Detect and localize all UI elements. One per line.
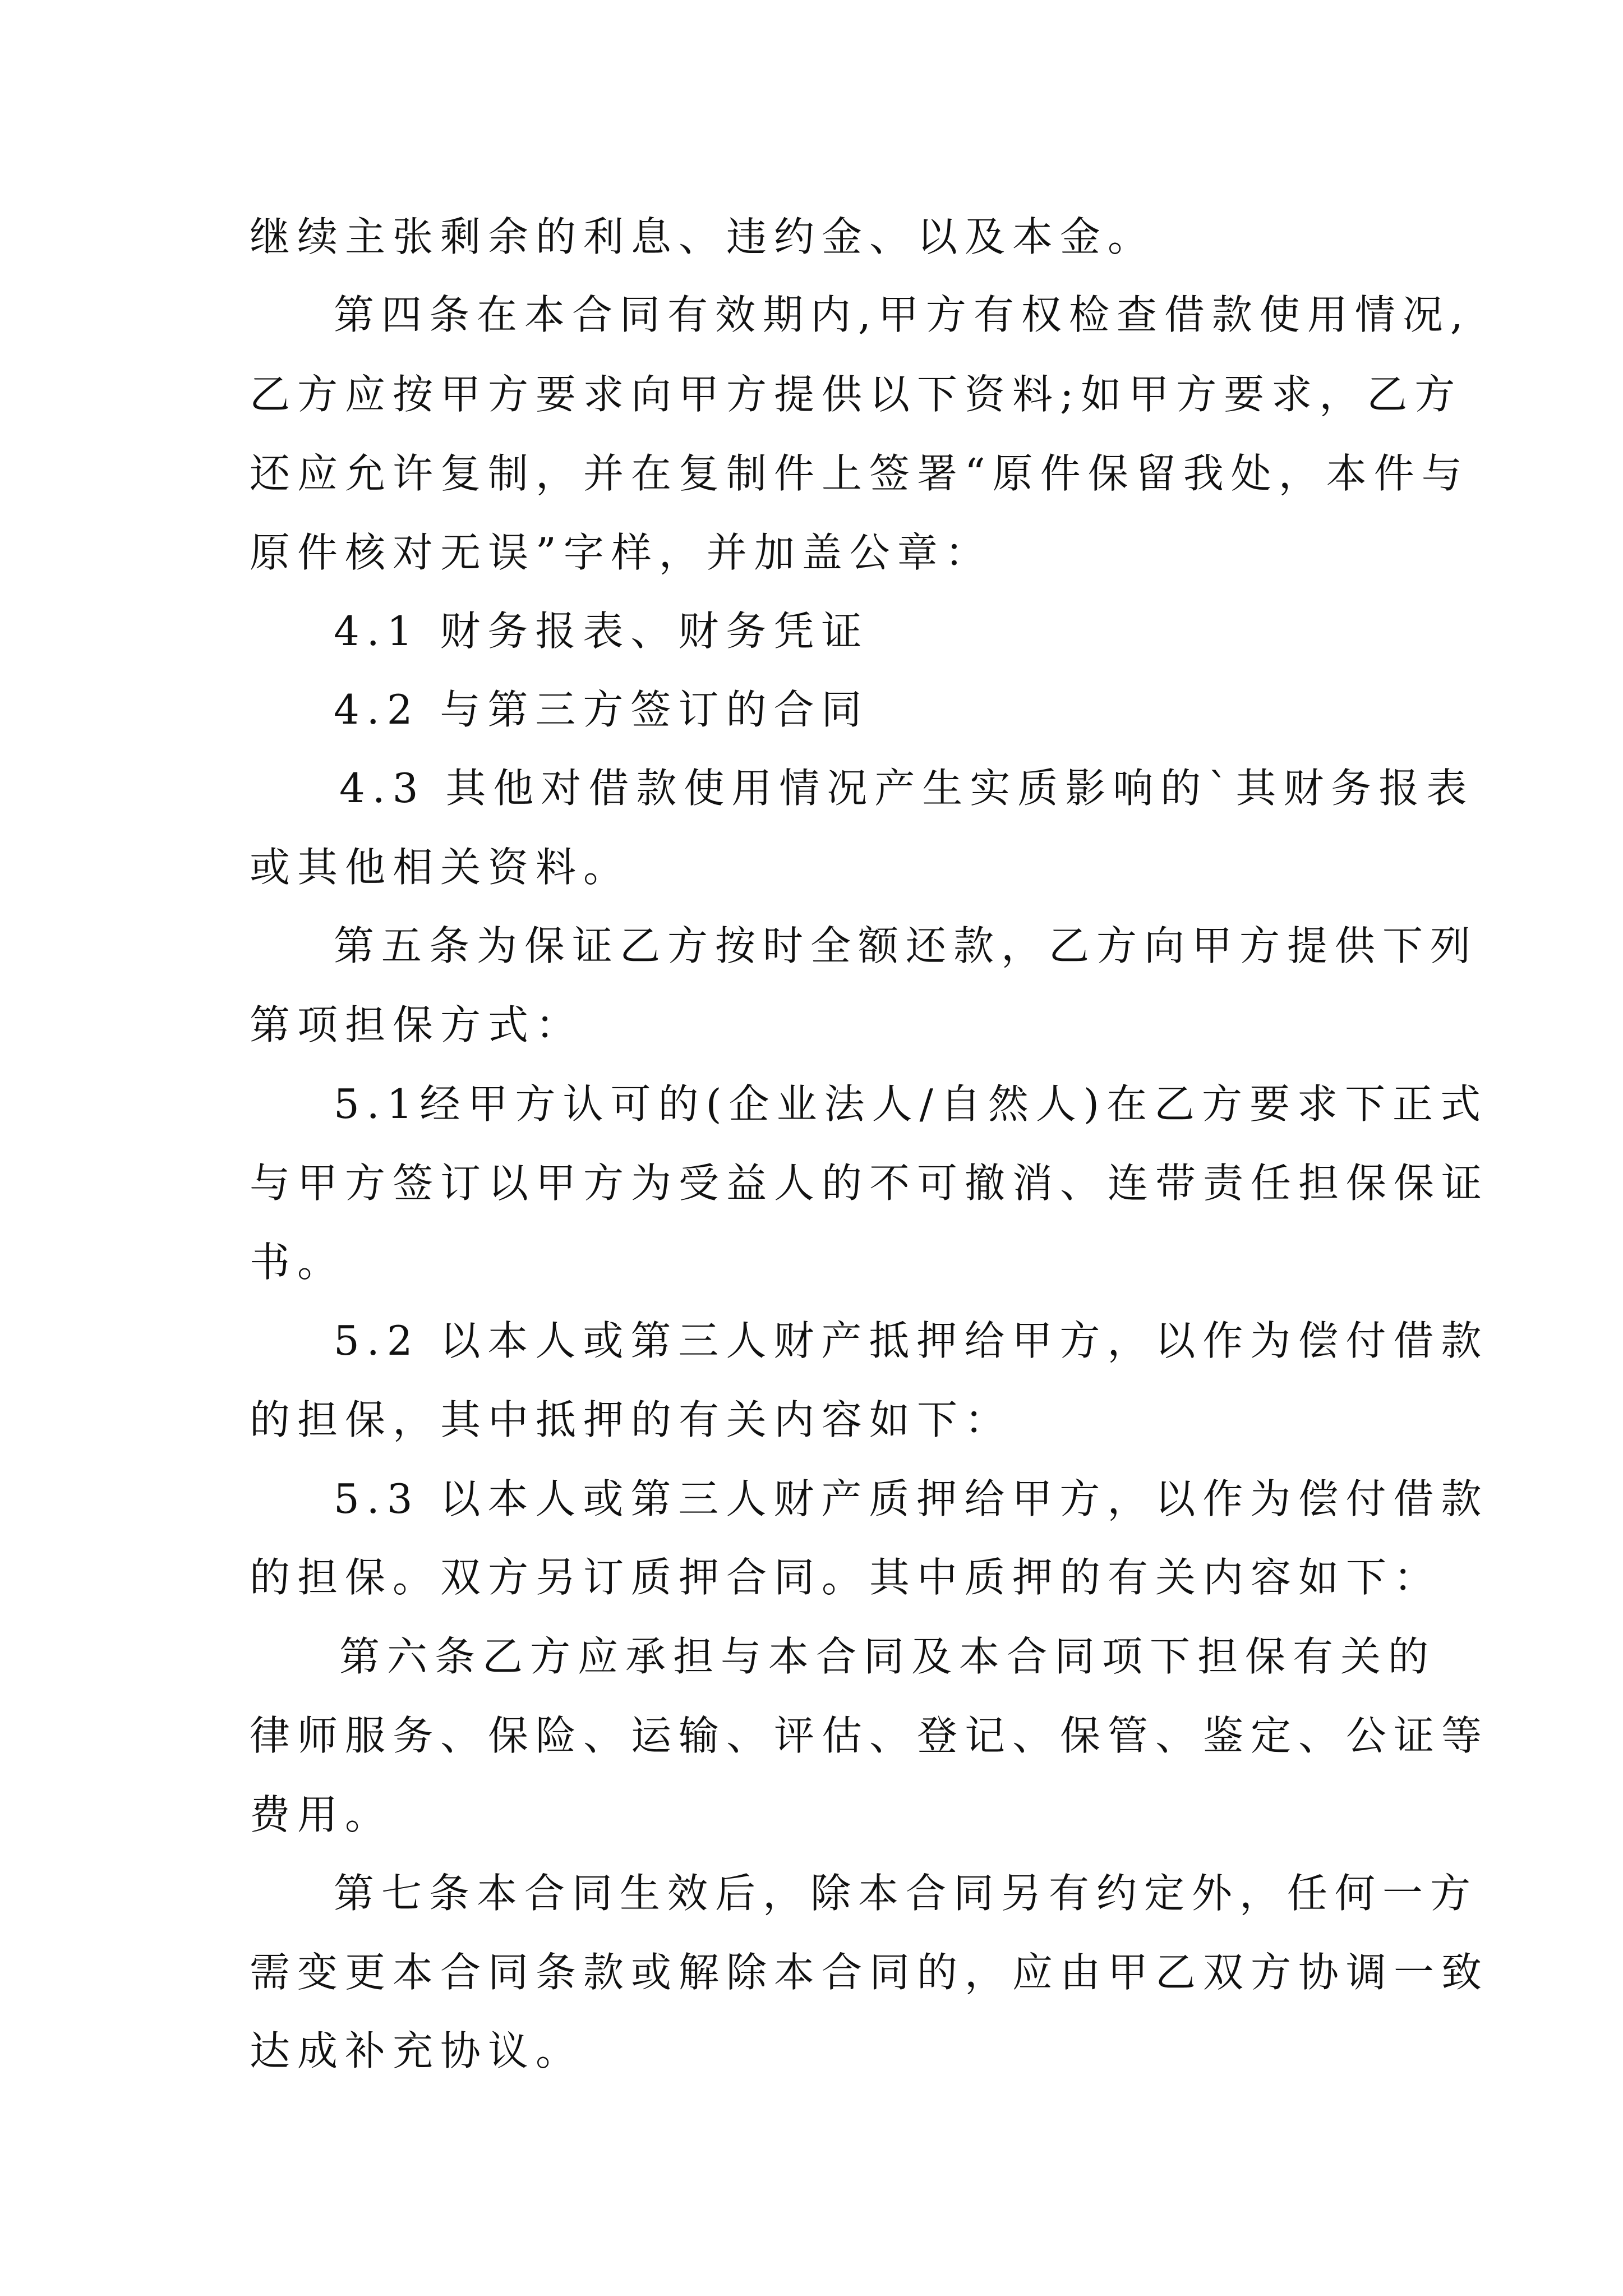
text-line: 乙方应按甲方要求向甲方提供以下资料;如甲方要求，乙方 <box>250 371 1463 418</box>
text-line: 律师服务、保险、运输、评估、登记、保管、鉴定、公证等 <box>250 1712 1490 1759</box>
text-line: 4.1 财务报表、财务凭证 <box>334 608 869 655</box>
text-line: 第项担保方式： <box>250 1001 584 1048</box>
text-line: 与甲方签订以甲方为受益人的不可撤消、连带责任担保保证 <box>250 1159 1490 1207</box>
text-line: 书。 <box>250 1239 345 1286</box>
text-line: 第四条在本合同有效期内,甲方有权检查借款使用情况, <box>334 291 1470 338</box>
text-line: 的担保。双方另订质押合同。其中质押的有关内容如下： <box>250 1554 1442 1601</box>
text-line: 达成补充协议。 <box>250 2027 584 2074</box>
text-line: 原件核对无误”字样，并加盖公章： <box>250 529 993 576</box>
text-line: 4.3 其他对借款使用情况产生实质影响的`其财务报表 <box>339 765 1474 812</box>
text-line: 5.1经甲方认可的(企业法人/自然人)在乙方要求下正式 <box>334 1080 1488 1128</box>
text-line: 还应允许复制，并在复制件上签署“原件保留我处，本件与 <box>250 450 1469 497</box>
text-line: 5.2 以本人或第三人财产抵押给甲方，以作为偿付借款 <box>334 1317 1489 1364</box>
text-line: 第六条乙方应承担与本合同及本合同项下担保有关的 <box>339 1633 1436 1680</box>
text-line: 继续主张剩余的利息、违约金、以及本金。 <box>250 213 1156 260</box>
text-line: 需变更本合同条款或解除本合同的，应由甲乙双方协调一致 <box>250 1949 1490 1996</box>
text-line: 5.3 以本人或第三人财产质押给甲方，以作为偿付借款 <box>334 1475 1489 1522</box>
text-line: 第七条本合同生效后，除本合同另有约定外，任何一方 <box>334 1870 1478 1917</box>
text-line: 4.2 与第三方签订的合同 <box>334 686 869 733</box>
text-line: 费用。 <box>250 1791 393 1838</box>
text-line: 第五条为保证乙方按时全额还款，乙方向甲方提供下列 <box>334 922 1478 969</box>
text-line: 或其他相关资料。 <box>250 844 631 891</box>
text-line: 的担保，其中抵押的有关内容如下： <box>250 1396 1013 1443</box>
